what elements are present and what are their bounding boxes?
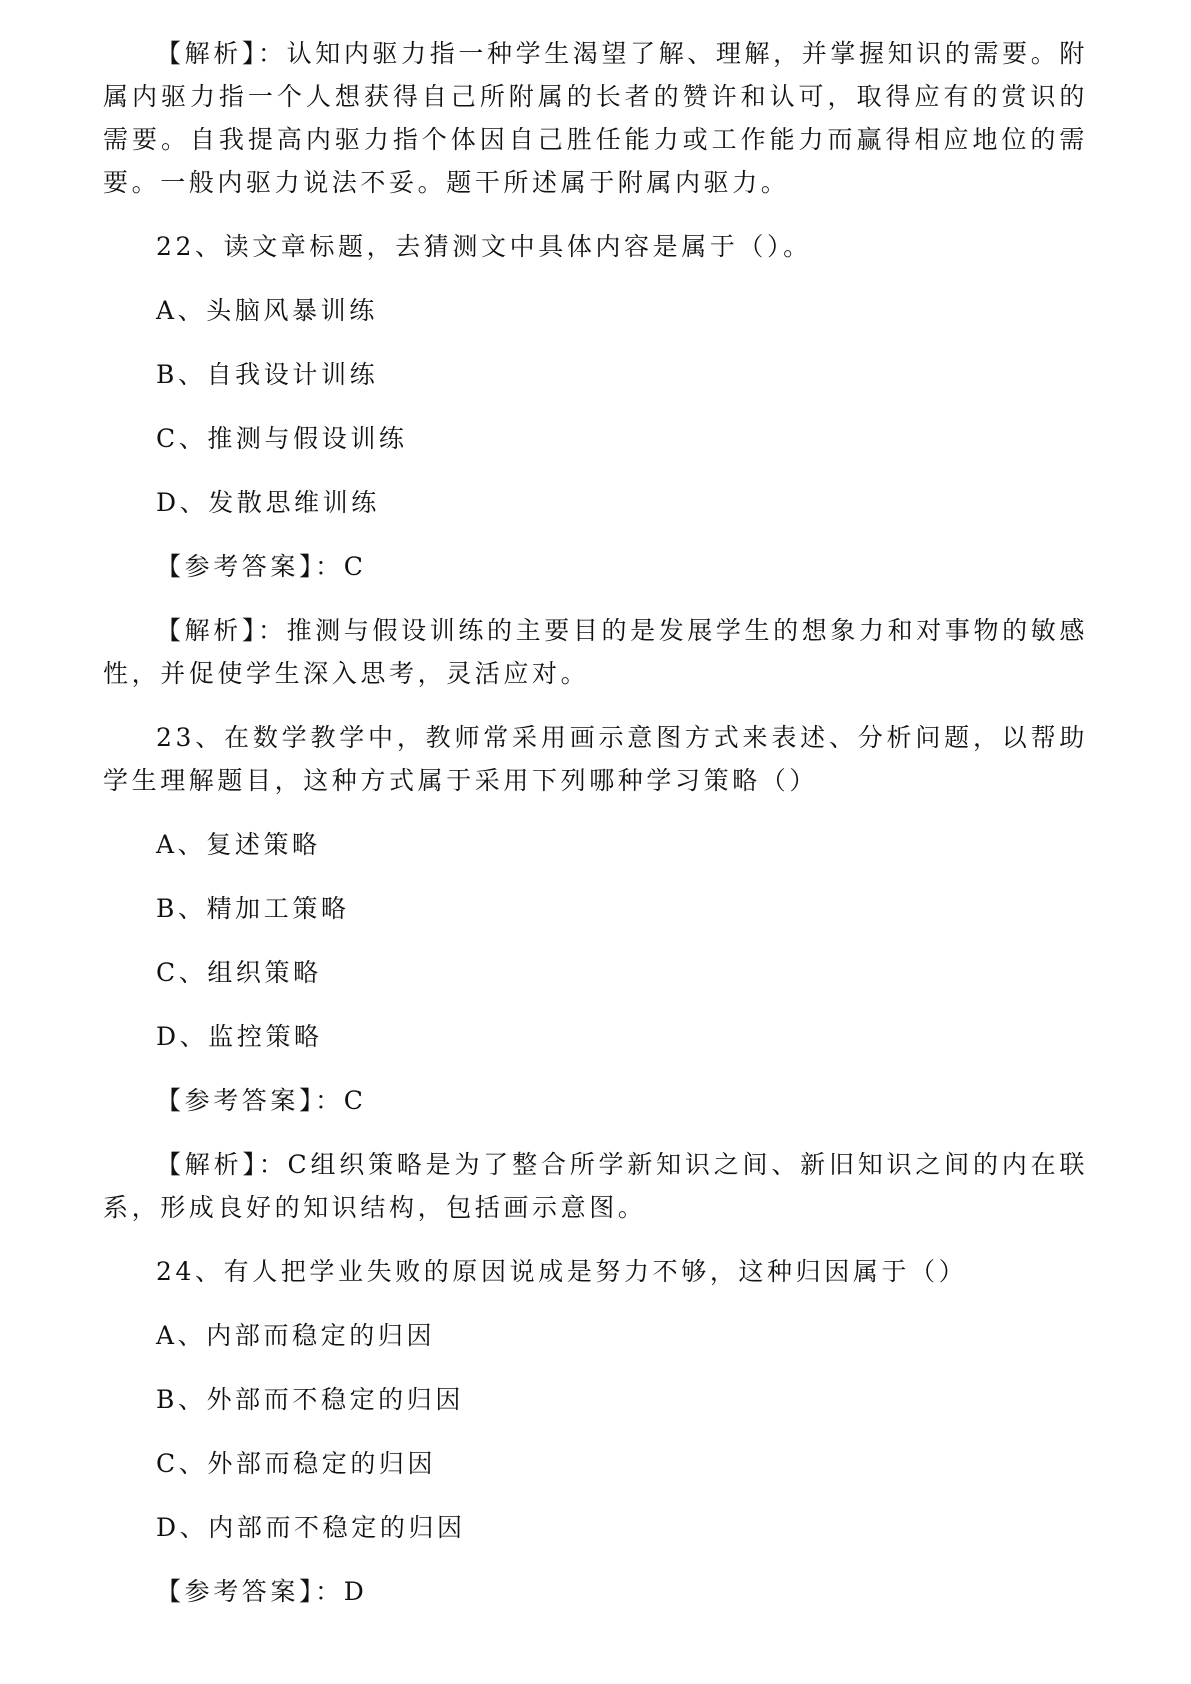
- option-22-b: B、自我设计训练: [156, 360, 379, 389]
- option-24-c: C、外部而稳定的归因: [156, 1449, 437, 1478]
- answer-23: 【参考答案】：C: [156, 1086, 367, 1115]
- answer-24: 【参考答案】：D: [156, 1577, 368, 1606]
- option-22-a: A、头脑风暴训练: [156, 296, 378, 325]
- option-24-d: D、内部而不稳定的归因: [156, 1513, 466, 1542]
- question-23: 23、在数学教学中，教师常采用画示意图方式来表述、分析问题，以帮助学生理解题目，这种方式属于采用下列哪种学习策略（）: [103, 723, 1088, 795]
- question-24: 24、有人把学业失败的原因说成是努力不够，这种归因属于（）: [156, 1257, 968, 1286]
- explanation-23: 【解析】：C组织策略是为了整合所学新知识之间、新旧知识之间的内在联系，形成良好的知识结构，包括画示意图。: [103, 1150, 1088, 1222]
- option-23-a: A、复述策略: [156, 830, 321, 859]
- option-24-a: A、内部而稳定的归因: [156, 1321, 436, 1350]
- option-23-b: B、精加工策略: [156, 894, 350, 923]
- option-23-d: D、监控策略: [156, 1022, 323, 1051]
- document-page: [103, 32, 1088, 1613]
- option-23-c: C、组织策略: [156, 958, 322, 987]
- explanation-21: 【解析】：认知内驱力指一种学生渴望了解、理解，并掌握知识的需要。附属内驱力指一个人想获得自己所附属的长者的赞许和认可，取得应有的赏识的需要。自我提高内驱力指个体因自己胜任能力或工作能力而赢得相应地位的需要。一般内驱力说法不妥。题干所述属于附属内驱力。: [103, 39, 1088, 197]
- question-22: 22、读文章标题，去猜测文中具体内容是属于（）。: [156, 232, 812, 261]
- option-24-b: B、外部而不稳定的归因: [156, 1385, 464, 1414]
- answer-22: 【参考答案】：C: [156, 552, 367, 581]
- option-22-c: C、推测与假设训练: [156, 424, 408, 453]
- option-22-d: D、发散思维训练: [156, 488, 380, 517]
- explanation-22: 【解析】：推测与假设训练的主要目的是发展学生的想象力和对事物的敏感性，并促使学生深入思考，灵活应对。: [103, 616, 1088, 688]
